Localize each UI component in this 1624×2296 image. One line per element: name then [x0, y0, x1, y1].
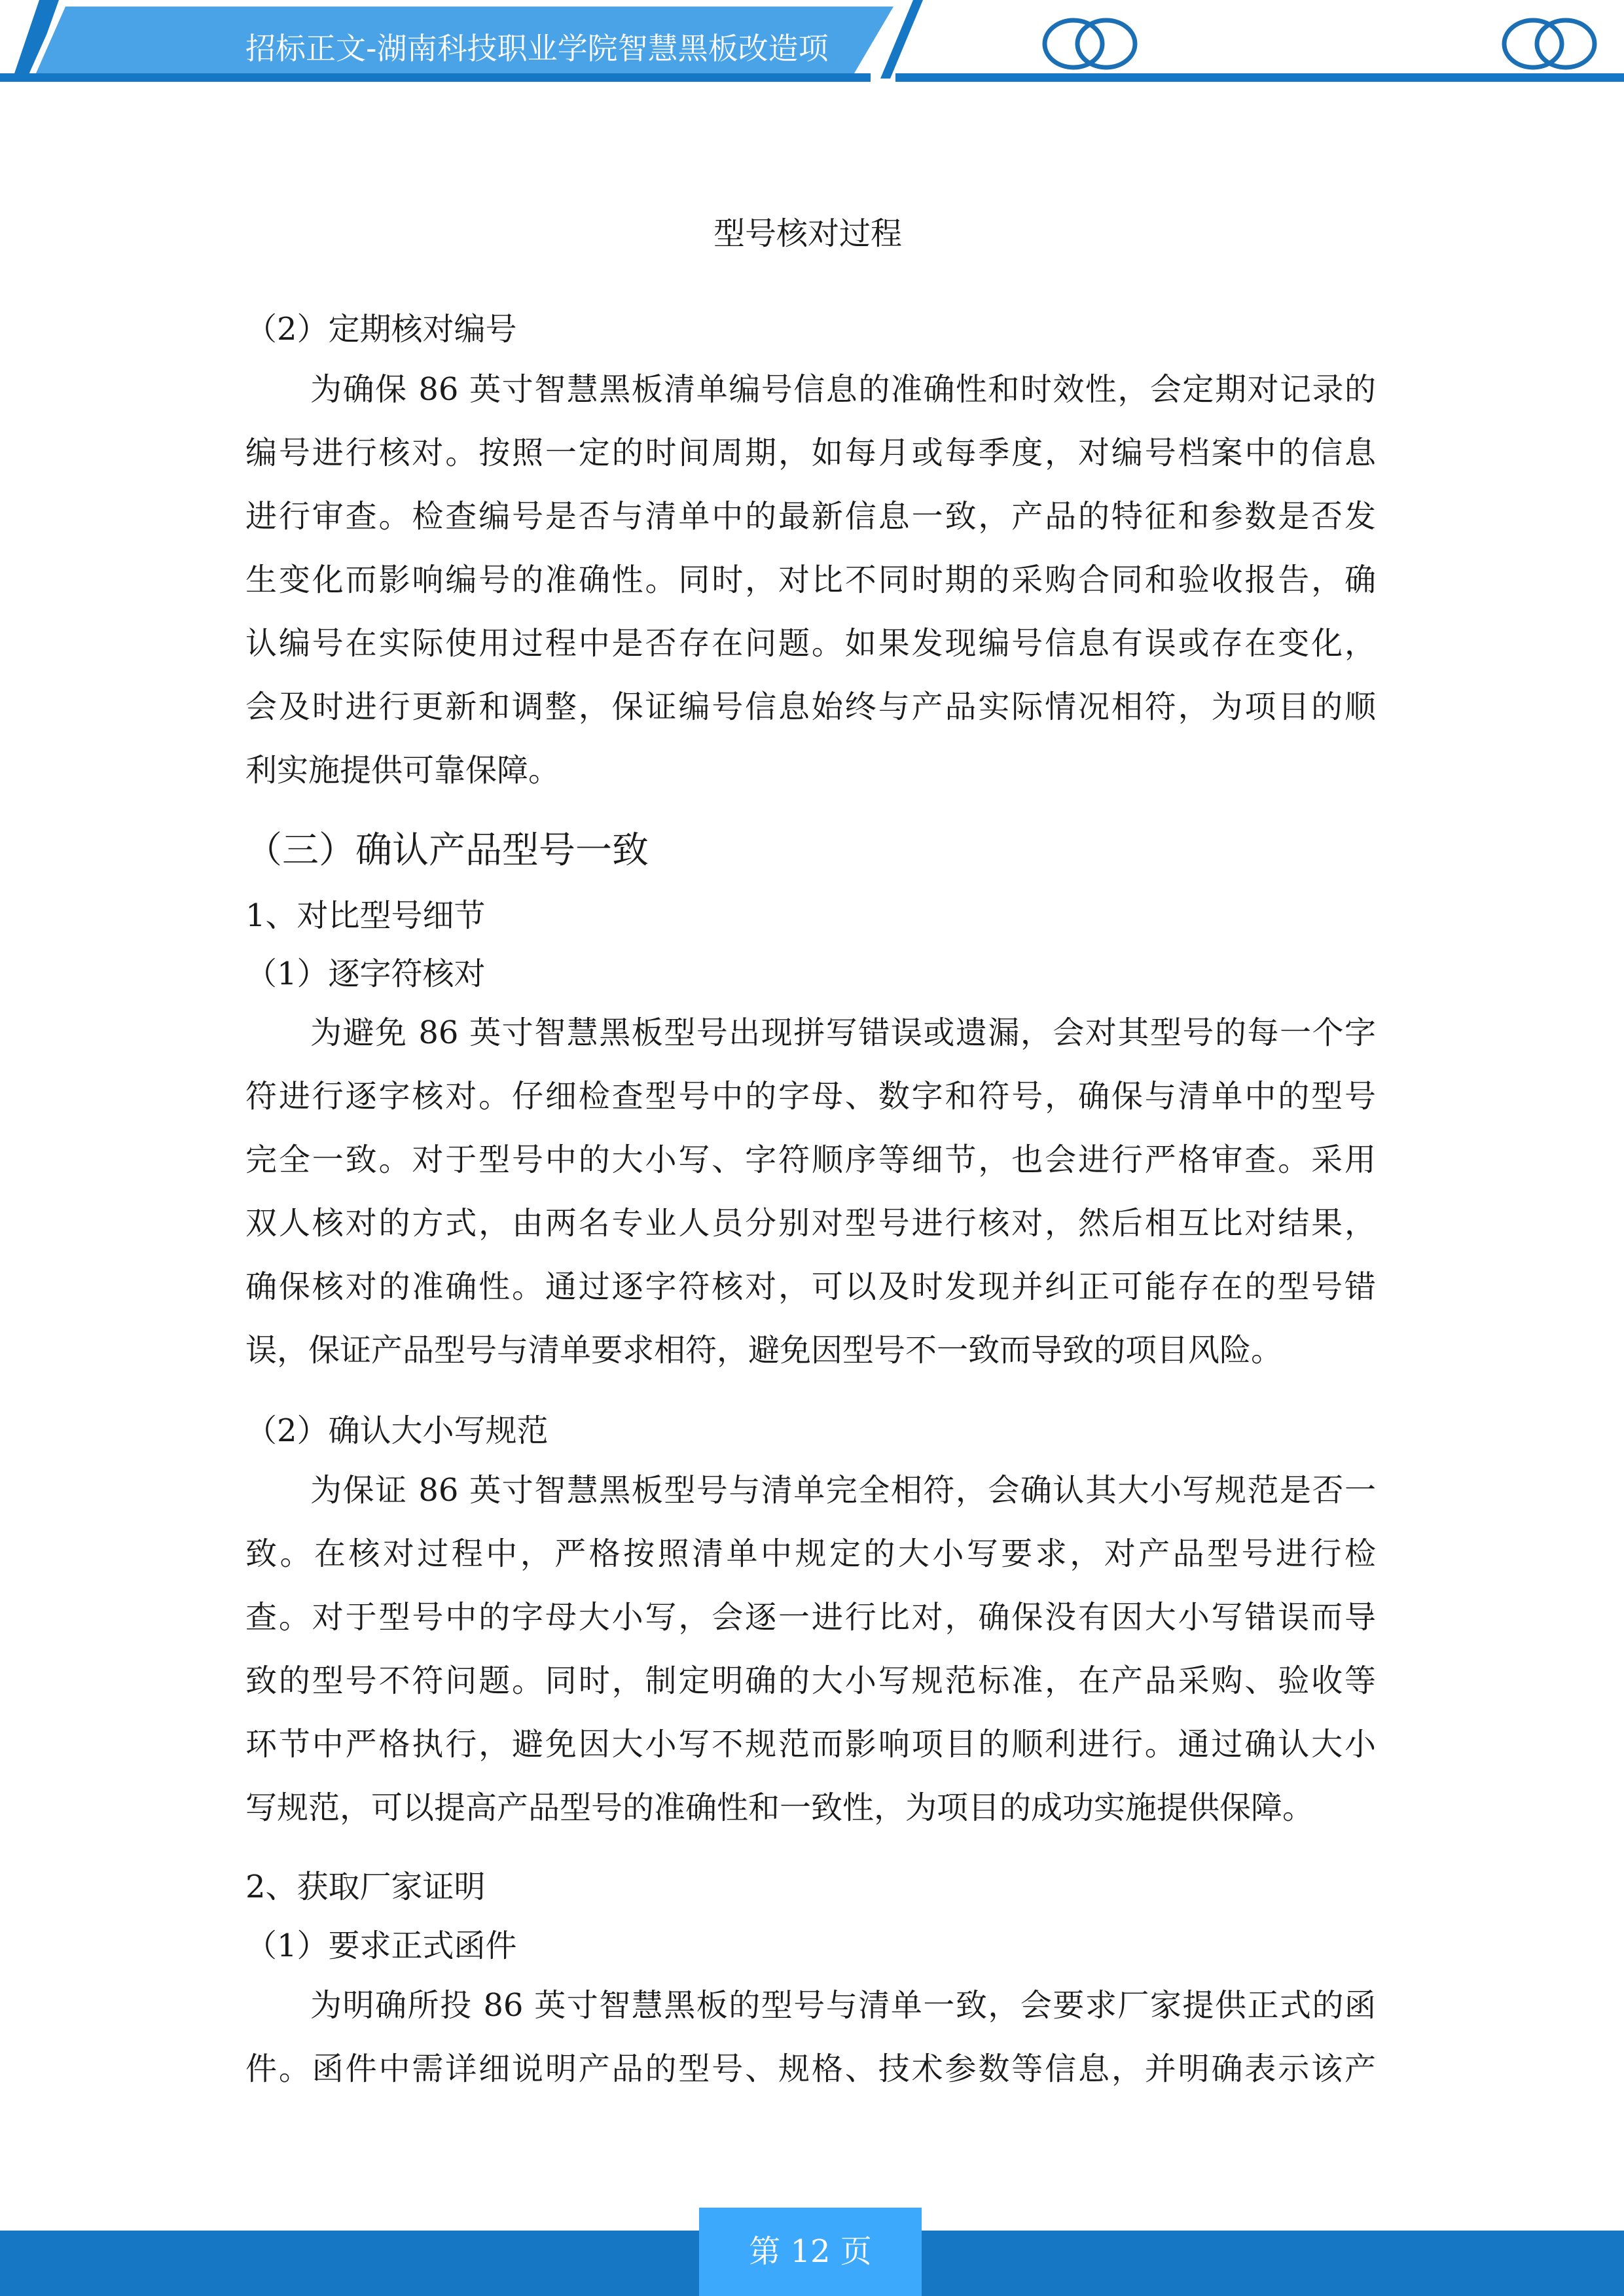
text-line: 会及时进行更新和调整，保证编号信息始终与产品实际情况相符，为项目的顺: [245, 689, 1376, 725]
text-line: 符进行逐字核对。仔细检查型号中的字母、数字和符号，确保与清单中的型号: [245, 1078, 1376, 1115]
figure-caption: 型号核对过程: [713, 215, 903, 252]
header-title: 招标正文-湖南科技职业学院智慧黑板改造项: [245, 31, 829, 66]
text-line: 写规范，可以提高产品型号的准确性和一致性，为项目的成功实施提供保障。: [245, 1789, 1314, 1826]
paragraph: [245, 1974, 1376, 2101]
text-line: 为保证 86 英寸智慧黑板型号与清单完全相符，会确认其大小写规范是否一: [245, 1472, 1376, 1509]
text-line: 件。函件中需详细说明产品的型号、规格、技术参数等信息，并明确表示该产: [245, 2051, 1376, 2087]
text-line: 双人核对的方式，由两名专业人员分别对型号进行核对，然后相互比对结果，: [245, 1205, 1376, 1242]
text-line: 编号进行核对。按照一定的时间周期，如每月或每季度，对编号档案中的信息: [245, 435, 1376, 471]
text-line: 完全一致。对于型号中的大小写、字符顺序等细节，也会进行严格审查。采用: [245, 1141, 1376, 1178]
rings-logo-icon: [1494, 14, 1612, 73]
subheading: 2、获取厂家证明: [245, 1869, 486, 1905]
text-line: 查。对于型号中的字母大小写，会逐一进行比对，确保没有因大小写错误而导: [245, 1599, 1376, 1636]
section-heading: （1）要求正式函件: [245, 1928, 517, 1964]
text-line: 为确保 86 英寸智慧黑板清单编号信息的准确性和时效性，会定期对记录的: [245, 371, 1376, 408]
section-heading: （2）确认大小写规范: [245, 1412, 549, 1449]
rings-logo-icon: [1034, 14, 1152, 73]
text-line: 为避免 86 英寸智慧黑板型号出现拼写错误或遗漏，会对其型号的每一个字: [245, 1014, 1376, 1051]
section-heading: （1）逐字符核对: [245, 956, 486, 992]
text-line: 确保核对的准确性。通过逐字符核对，可以及时发现并纠正可能存在的型号错: [245, 1268, 1376, 1305]
page-number: 第 12 页: [699, 2208, 922, 2296]
text-line: 致。在核对过程中，严格按照清单中规定的大小写要求，对产品型号进行检: [245, 1535, 1376, 1572]
text-line: 进行审查。检查编号是否与清单中的最新信息一致，产品的特征和参数是否发: [245, 498, 1376, 535]
paragraph: [245, 1001, 1376, 1382]
text-line: 环节中严格执行，避免因大小写不规范而影响项目的顺利进行。通过确认大小: [245, 1726, 1376, 1763]
text-line: 误，保证产品型号与清单要求相符，避免因型号不一致而导致的项目风险。: [245, 1332, 1283, 1369]
section-heading-3: （三）确认产品型号一致: [245, 829, 649, 872]
text-line: 利实施提供可靠保障。: [245, 752, 560, 789]
text-line: 认编号在实际使用过程中是否存在问题。如果发现编号信息有误或存在变化，: [245, 625, 1376, 662]
paragraph: [245, 1459, 1376, 1840]
paragraph: [245, 358, 1376, 802]
section-heading: （2）定期核对编号: [245, 311, 517, 348]
text-line: 致的型号不符问题。同时，制定明确的大小写规范标准，在产品采购、验收等: [245, 1662, 1376, 1699]
text-line: 为明确所投 86 英寸智慧黑板的型号与清单一致，会要求厂家提供正式的函: [245, 1987, 1376, 2024]
subheading: 1、对比型号细节: [245, 897, 486, 934]
text-line: 生变化而影响编号的准确性。同时，对比不同时期的采购合同和验收报告，确: [245, 562, 1376, 598]
